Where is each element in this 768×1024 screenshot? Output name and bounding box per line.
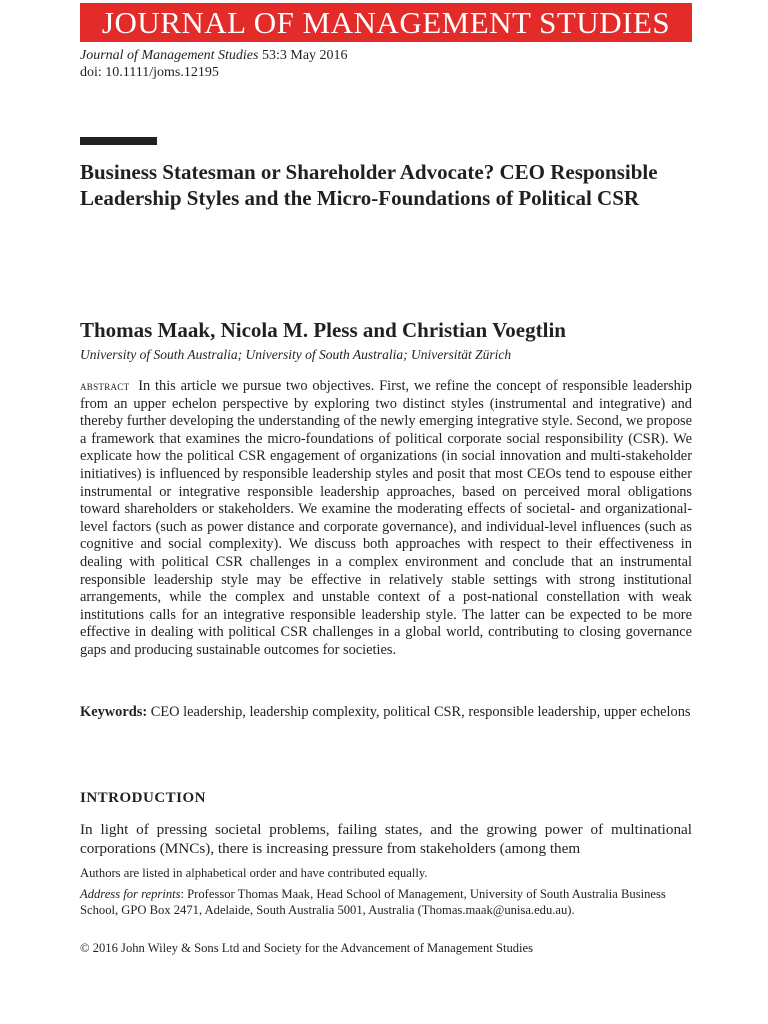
citation-meta	[80, 47, 348, 81]
volume-date: 53:3 May 2016	[258, 48, 348, 63]
author-note: Authors are listed in alphabetical order and have contributed equally.	[80, 866, 428, 880]
keywords	[80, 704, 692, 722]
affiliations: University of South Australia; University of South Australia; Universität Zürich	[80, 347, 512, 362]
keywords-text: CEO leadership, leadership complexity, political CSR, responsible leadership, upper echelons	[147, 704, 691, 720]
doi: doi: 10.1111/joms.12195	[80, 65, 219, 80]
abstract	[80, 377, 692, 660]
reprint-address	[80, 886, 700, 918]
title-rule	[80, 137, 157, 145]
abstract-label: abstract	[80, 378, 130, 393]
section-heading: INTRODUCTION	[80, 790, 207, 806]
copyright-notice: © 2016 John Wiley & Sons Ltd and Society for the Advancement of Management Studies	[80, 941, 534, 955]
intro-paragraph: In light of pressing societal problems, failing states, and the growing power of multinational corporations (MNCs), there is increasing pressure from stakeholders (among them	[80, 821, 692, 857]
keywords-label: Keywords:	[80, 704, 148, 720]
journal-banner: JOURNAL OF MANAGEMENT STUDIES	[80, 3, 692, 42]
journal-name: Journal of Management Studies	[80, 48, 259, 63]
address-text: : Professor Thomas Maak, Head School of Management, University of South Australia Business School, GPO Box 2471, Adelaide, South Australia 5001, Australia (Thomas.maak@unisa.edu.au).	[80, 887, 666, 917]
article-title: Business Statesman or Shareholder Advocate? CEO Responsible Leadership Styles and the Micro-Foundations of Political CSR	[80, 160, 658, 210]
abstract-text: In this article we pursue two objectives. First, we refine the concept of responsible leadership from an upper echelon perspective by exploring two distinct styles (instrumental and integrative) and thereby further developing the understanding of the newly emerging integrative style. Second, we propose a framework that examines the micro-foundations of political corporate social responsibility (CSR). We explicate how the political CSR engagement of organizations (in social innovation and multi-stakeholder initiatives) is influenced by responsible leadership styles and posit that most CEOs tend to espouse either instrumental or integrative responsible leadership approaches, based on perceived moral obligations toward shareholders or stakeholders. We examine the moderating effects of societal- and organizational-level factors (such as power distance and corporate governance), and individual-level influences (such as cognitive and social complexity). We discuss both approaches with respect to their effectiveness in dealing with political CSR challenges in a complex environment and conclude that an instrumental responsible leadership style may be effective in relatively stable settings with strong institutional arrangements, while the complex and unstable context of a post-national constellation with weak institutions calls for an integrative responsible leadership style. The latter can be expected to be more effective in dealing with political CSR challenges in a global world, contributing to closing governance gaps and producing sustainable outcomes for societies.	[80, 378, 692, 658]
author-list: Thomas Maak, Nicola M. Pless and Christian Voegtlin	[80, 318, 566, 342]
volume-line	[80, 47, 348, 64]
address-label: Address for reprints	[80, 887, 181, 901]
